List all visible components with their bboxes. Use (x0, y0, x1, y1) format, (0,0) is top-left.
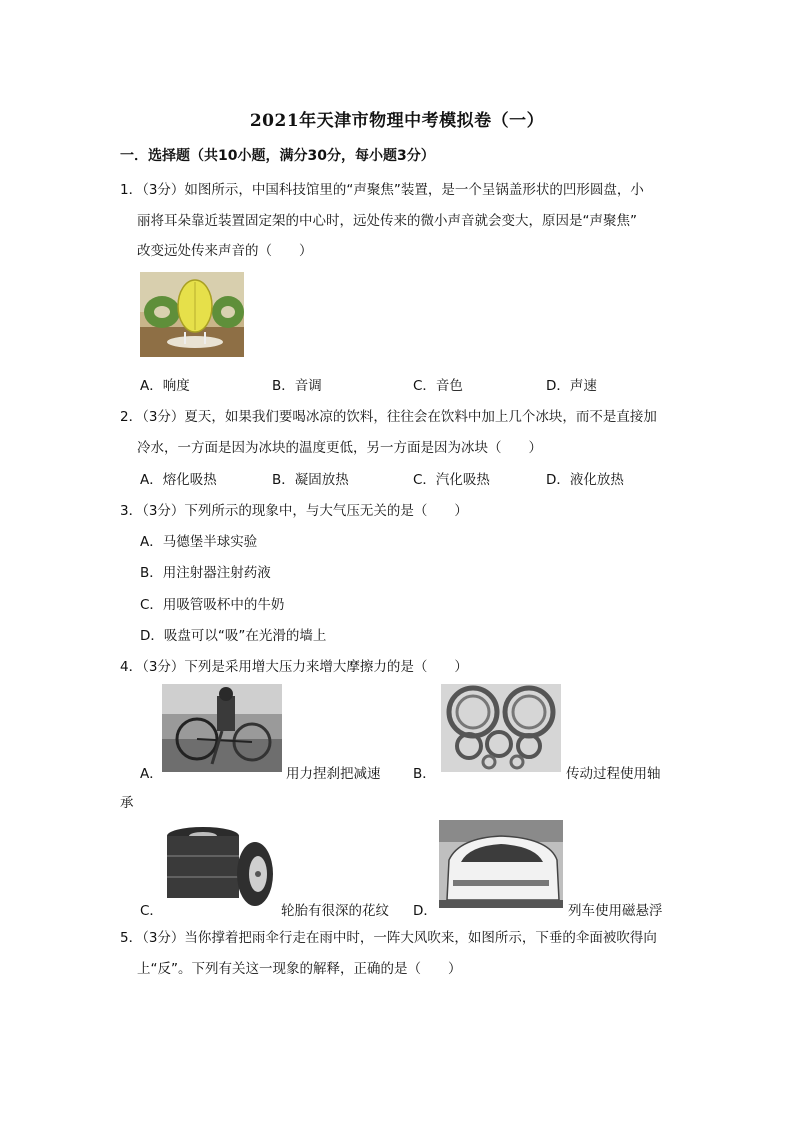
q4-option-d-letter: D． (413, 903, 437, 919)
q4-tire-image (163, 822, 276, 908)
q4-option-d-text: 列车使用磁悬浮 (568, 903, 663, 919)
q1-option-d: D．声速 (546, 378, 597, 394)
q2-stem-line2: 冷水，一方面是因为冰块的温度更低，另一方面是因为冰块（ ） (137, 440, 542, 456)
q2-option-b: B．凝固放热 (272, 472, 349, 488)
q4-maglev-train-image (439, 820, 563, 908)
q4-option-a-text: 用力捏刹把减速 (286, 766, 381, 782)
q1-stem-line1: 1．（3分）如图所示，中国科技馆里的“声聚焦”装置，是一个呈锅盖形状的凹形圆盘，小 (120, 182, 644, 198)
q1-sound-focus-image (140, 272, 244, 357)
q3-option-b: B．用注射器注射药液 (140, 565, 271, 581)
q2-option-a: A．熔化吸热 (140, 472, 217, 488)
page-title: 2021年天津市物理中考模拟卷（一） (249, 111, 545, 131)
q3-option-c: C．用吸管吸杯中的牛奶 (140, 597, 285, 613)
q4-option-b-wrap: 承 (120, 795, 134, 811)
q4-option-b-letter: B． (413, 766, 436, 782)
q3-option-a: A．马德堡半球实验 (140, 534, 258, 550)
q1-stem-line2: 丽将耳朵靠近装置固定架的中心时，远处传来的微小声音就会变大，原因是“声聚焦” (137, 213, 637, 229)
section-heading: 一．选择题（共10小题，满分30分，每小题3分） (120, 148, 435, 164)
q3-stem: 3．（3分）下列所示的现象中，与大气压无关的是（ ） (120, 503, 468, 519)
q1-option-c: C．音色 (413, 378, 463, 394)
q3-option-d: D．吸盘可以“吸”在光滑的墙上 (140, 628, 327, 644)
q4-bearing-image (441, 684, 561, 772)
q4-option-b-text: 传动过程使用轴 (566, 766, 661, 782)
q5-stem-line1: 5．（3分）当你撑着把雨伞行走在雨中时，一阵大风吹来，如图所示，下垂的伞面被吹得向 (120, 930, 657, 946)
q2-option-c: C．汽化吸热 (413, 472, 490, 488)
q4-option-c-text: 轮胎有很深的花纹 (281, 903, 389, 919)
q5-stem-line2: 上“反”。下列有关这一现象的解释，正确的是（ ） (137, 961, 462, 977)
q4-bicycle-brake-image (162, 684, 282, 772)
q1-stem-line3: 改变远处传来声音的（ ） (137, 243, 313, 259)
q4-stem: 4．（3分）下列是采用增大压力来增大摩擦力的是（ ） (120, 659, 468, 675)
q2-stem-line1: 2．（3分）夏天，如果我们要喝冰凉的饮料，往往会在饮料中加上几个冰块，而不是直接加 (120, 409, 657, 425)
q4-option-c-letter: C． (140, 903, 163, 919)
q2-option-d: D．液化放热 (546, 472, 624, 488)
q1-option-b: B．音调 (272, 378, 322, 394)
q1-option-a: A．响度 (140, 378, 190, 394)
q4-option-a-letter: A． (140, 766, 163, 782)
